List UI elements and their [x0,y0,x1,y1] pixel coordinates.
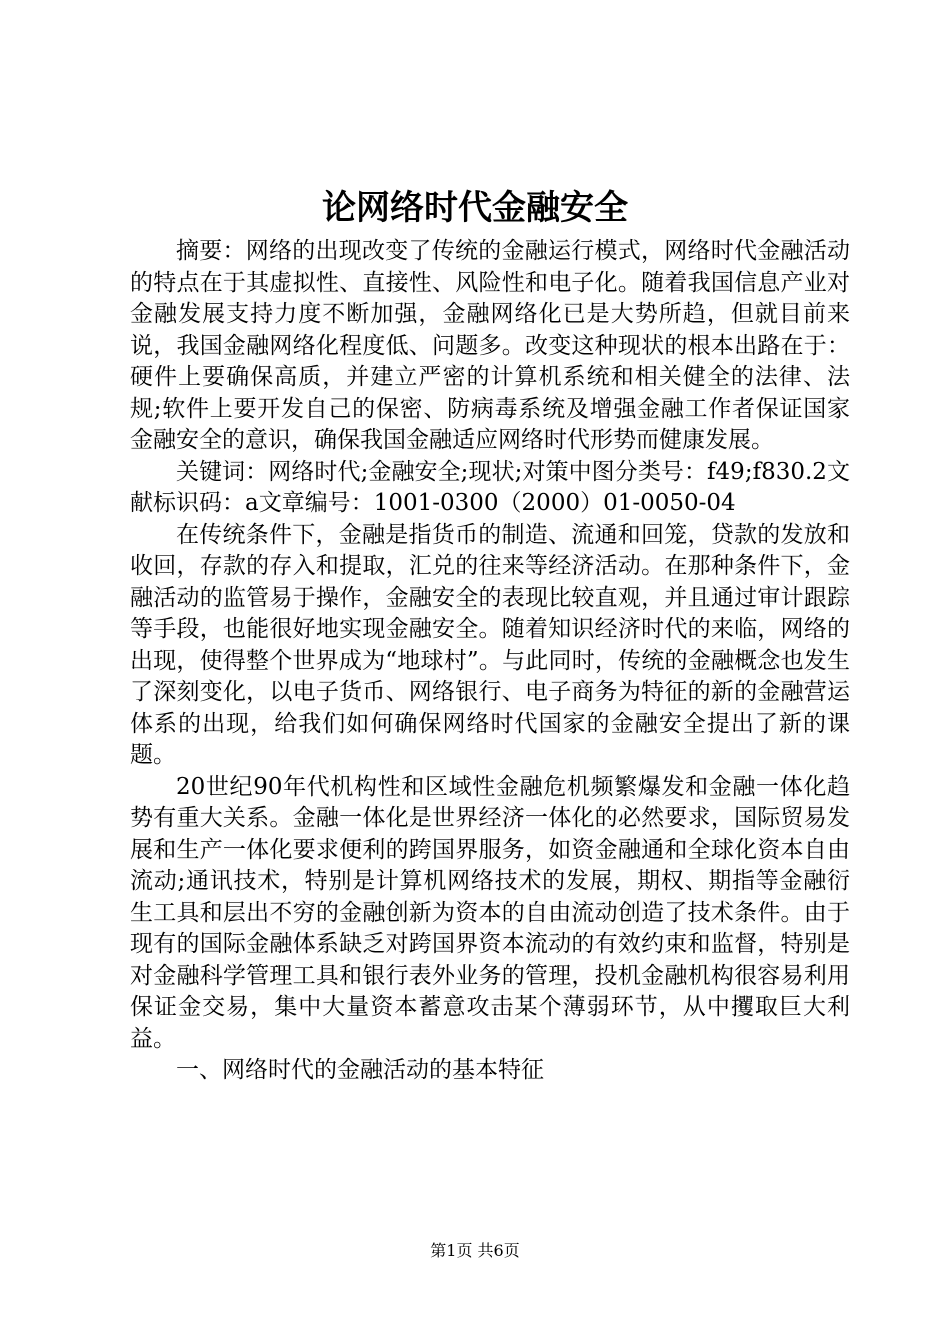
document-title: 论网络时代金融安全 [322,188,628,228]
keywords-paragraph: 关键词：网络时代;金融安全;现状;对策中图分类号：f49;f830.2文献标识码：a文章编号：1001-0300（2000）01-0050-04 [130,458,850,516]
section-heading: 一、网络时代的金融活动的基本特征 [176,1057,544,1083]
page-footer: 第1页 共6页 [430,1241,520,1260]
body-paragraph: 20世纪90年代机构性和区域性金融危机频繁爆发和金融一体化趋势有重大关系。金融一体化是世界经济一体化的必然要求，国际贸易发展和生产一体化要求便利的跨国界服务，如资金融通和全球化资本自由流动;通讯技术，特别是计算机网络技术的发展，期权、期指等金融衍生工具和层出不穷的金融创新为资本的自由流动创造了技术条件。由于现有的国际金融体系缺乏对跨国界资本流动的有效约束和监督，特别是对金融科学管理工具和银行表外业务的管理，投机金融机构很容易利用保证金交易，集中大量资本蓄意攻击某个薄弱环节，从中攫取巨大利益。 [130,773,850,1052]
document-body [130,236,850,1087]
body-paragraph: 在传统条件下，金融是指货币的制造、流通和回笼，贷款的发放和收回，存款的存入和提取，汇兑的往来等经济活动。在那种条件下，金融活动的监管易于操作，金融安全的表现比较直观，并且通过审计跟踪等手段，也能很好地实现金融安全。随着知识经济时代的来临，网络的出现，使得整个世界成为“地球村”。与此同时，传统的金融概念也发生了深刻变化，以电子货币、网络银行、电子商务为特征的新的金融营运体系的出现，给我们如何确保网络时代国家的金融安全提出了新的课题。 [130,521,850,768]
abstract-paragraph: 摘要：网络的出现改变了传统的金融运行模式，网络时代金融活动的特点在于其虚拟性、直接性、风险性和电子化。随着我国信息产业对金融发展支持力度不断加强，金融网络化已是大势所趋，但就目前来说，我国金融网络化程度低、问题多。改变这种现状的根本出路在于：硬件上要确保高质，并建立严密的计算机系统和相关健全的法律、法规;软件上要开发自己的保密、防病毒系统及增强金融工作者保证国家金融安全的意识，确保我国金融适应网络时代形势而健康发展。 [130,238,850,453]
